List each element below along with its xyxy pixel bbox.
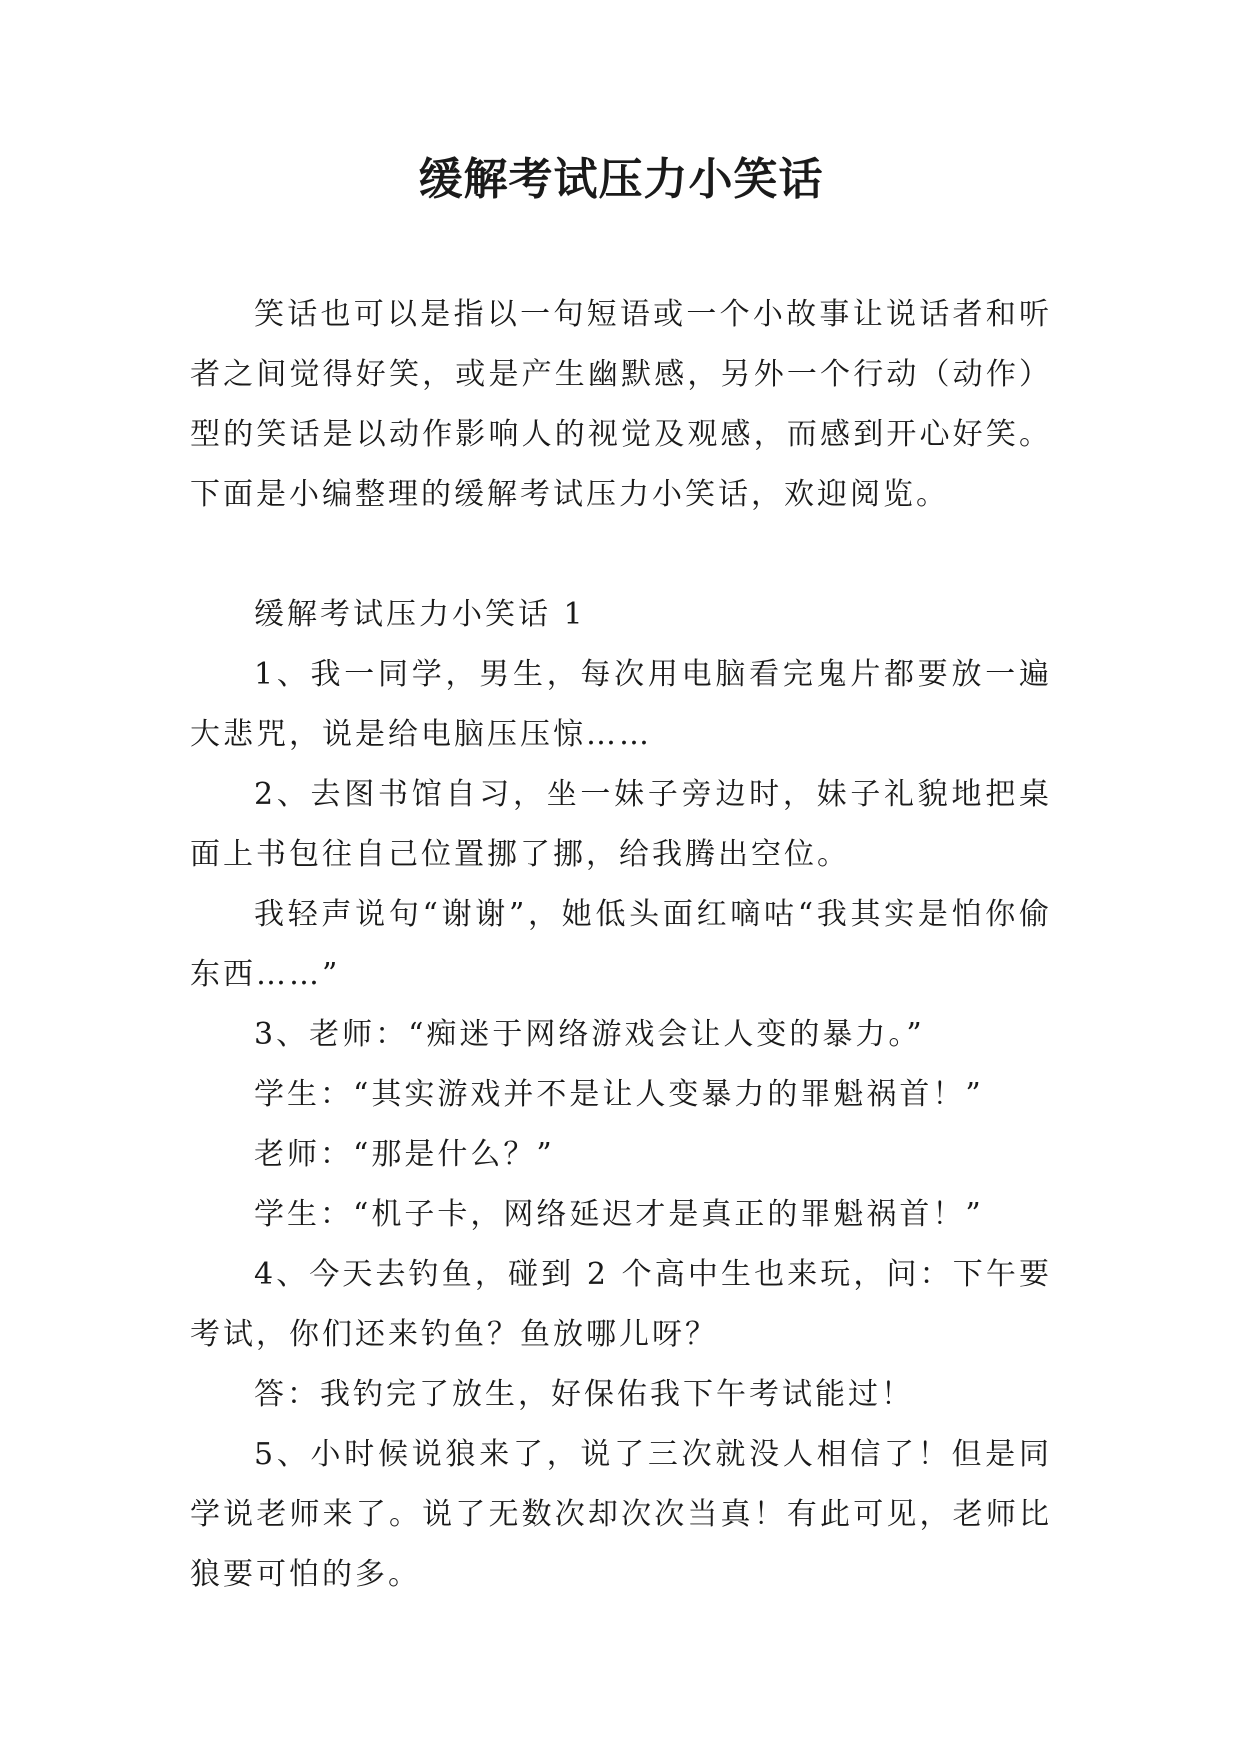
joke-paragraph-1: 1、我一同学，男生，每次用电脑看完鬼片都要放一遍大悲咒，说是给电脑压压惊…… xyxy=(190,657,1052,752)
intro-paragraph: 笑话也可以是指以一句短语或一个小故事让说话者和听者之间觉得好笑，或是产生幽默感，另外一个行动（动作）型的笑话是以动作影响人的视觉及观感，而感到开心好笑。下面是小编整理的缓解考试压力小笑话，欢迎阅览。 xyxy=(190,297,1052,512)
document-body xyxy=(190,285,1052,1605)
joke-paragraph-3-student-answer: 学生：“机子卡，网络延迟才是真正的罪魁祸首！” xyxy=(254,1197,984,1232)
joke-paragraph-3-teacher-question: 老师：“那是什么？” xyxy=(254,1137,555,1172)
joke-paragraph-3: 3、老师：“痴迷于网络游戏会让人变的暴力。” xyxy=(254,1017,925,1052)
joke-paragraph-5: 5、小时候说狼来了，说了三次就没人相信了！但是同学说老师来了。说了无数次却次次当真！有此可见，老师比狼要可怕的多。 xyxy=(190,1437,1052,1592)
joke-paragraph-3-student-reply: 学生：“其实游戏并不是让人变暴力的罪魁祸首！” xyxy=(254,1077,984,1112)
joke-paragraph-4: 4、今天去钓鱼，碰到 2 个高中生也来玩，问：下午要考试，你们还来钓鱼？鱼放哪儿呀？ xyxy=(190,1257,1052,1352)
spacer xyxy=(190,525,1052,585)
joke-paragraph-4-answer: 答：我钓完了放生，好保佑我下午考试能过！ xyxy=(254,1377,914,1412)
joke-paragraph-2-continued: 我轻声说句“谢谢”，她低头面红嘀咕“我其实是怕你偷东西……” xyxy=(190,897,1052,992)
section-heading: 缓解考试压力小笑话 1 xyxy=(254,597,586,632)
document-title: 缓解考试压力小笑话 xyxy=(418,154,824,205)
joke-paragraph-2: 2、去图书馆自习，坐一妹子旁边时，妹子礼貌地把桌面上书包往自己位置挪了挪，给我腾出空位。 xyxy=(190,777,1052,872)
